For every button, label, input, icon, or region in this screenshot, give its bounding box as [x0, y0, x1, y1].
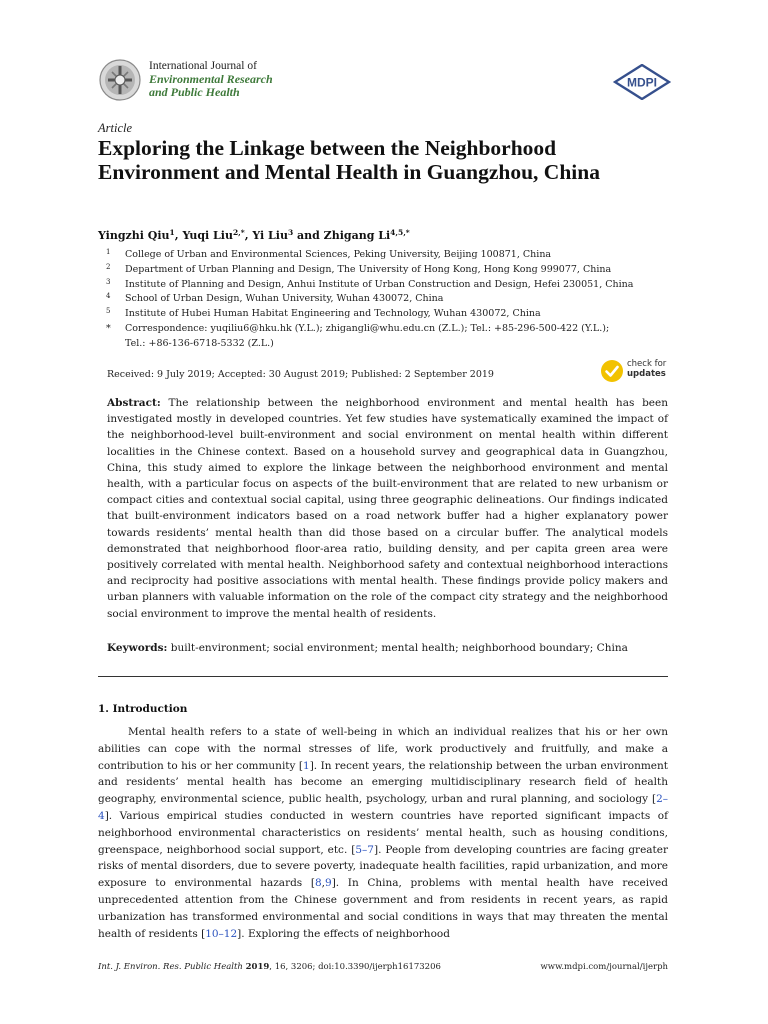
abstract	[107, 395, 668, 622]
affiliation-number: 5	[106, 307, 111, 316]
intro-text: ]. Exploring the effects of neighborhood	[237, 927, 450, 940]
paper-title: Exploring the Linkage between the Neighborhood Environment and Mental Health in Guangzhou, China	[98, 136, 600, 184]
journal-name-line3: and Public Health	[149, 85, 240, 99]
author-affil-sup: 3	[287, 228, 294, 237]
affiliation-text: Department of Urban Planning and Design, The University of Hong Kong, Hong Kong 999077, China	[125, 263, 612, 275]
footer-volume: , 16, 3206; doi:10.3390/ijerph16173206	[269, 962, 441, 972]
keywords-label: Keywords:	[107, 642, 168, 654]
citation-link[interactable]: 10–12	[205, 927, 238, 940]
abstract-text: The relationship between the neighborhood environment and mental health has been investigated mostly in developed countries. Yet few studies have systematically examined the impact of the neighborhood-level built-environment and social environment on mental health within different localities in the Chinese context. Based on a household survey and geographical data in Guangzhou, China, this study aimed to explore the linkage between the neighborhood environment and mental health, with a particular focus on aspects of the built-environment that are related to new urbanism or compact cities and contextual social capital, using three geographic delineations. Our findings indicated that built-environment indicators based on a road network buffer had a higher explanatory power towards residents’ mental health than did those based on a circular buffer. The analytical models demonstrated that neighborhood floor-area ratio, building density, and per capita green area were positively correlated with mental health. Neighborhood safety and contextual neighborhood interactions and reciprocity had positive associations with mental health. These findings provide policy makers and urban planners with valuable information on the role of the compact city strategy and the neighborhood social environment to improve the mental health of residents.	[107, 397, 668, 620]
citation-link[interactable]: 9	[325, 877, 332, 890]
check-for-updates-badge[interactable]	[600, 357, 672, 385]
affiliation	[98, 248, 678, 263]
journal-name-line1: International Journal of	[149, 60, 257, 72]
mdpi-logo-text: MDPI	[627, 75, 657, 90]
affiliation-list	[98, 248, 678, 352]
affiliation-number: 3	[106, 277, 111, 286]
author-name: Zhigang Li	[323, 229, 391, 242]
footer-journal: Int. J. Environ. Res. Public Health	[98, 962, 243, 972]
correspondence-line2: Tel.: +86-136-6718-5332 (Z.L.)	[125, 337, 274, 349]
correspondence-line1: Correspondence: yuqiliu6@hku.hk (Y.L.); zhigangli@whu.edu.cn (Z.L.); Tel.: +85-296-500-422 (Y.L.);	[125, 322, 610, 334]
mdpi-logo-icon	[613, 64, 671, 100]
affiliation-number: 4	[106, 292, 111, 301]
affiliation-text: Institute of Hubei Human Habitat Engineering and Technology, Wuhan 430072, China	[125, 308, 541, 320]
intro-text: ]. People from developing countries are facing greater risks of mental disorders, due to severe poverty, inadequate health facilities, rapid urbanization, and more exposure to environmental hazards [	[98, 843, 668, 890]
footer-year: 2019	[245, 962, 270, 972]
correspondence	[98, 322, 678, 337]
citation-link[interactable]: 1	[303, 759, 310, 772]
author-name: Yuqi Liu	[182, 229, 233, 242]
publication-dates: Received: 9 July 2019; Accepted: 30 August 2019; Published: 2 September 2019	[107, 369, 494, 380]
affiliation	[98, 263, 678, 278]
affiliation	[98, 292, 678, 307]
journal-header	[98, 56, 670, 106]
keywords-text: built-environment; social environment; mental health; neighborhood boundary; China	[170, 642, 628, 654]
intro-text: ]. In China, problems with mental health have received unprecedented attention from the Chinese government and from residents in recent years, as rapid urbanization has transformed environmental and social conditions in ways that may threaten the mental health of residents [	[98, 877, 668, 940]
author-affil-sup: 4,5,*	[390, 228, 410, 237]
check-updates-line2: updates	[627, 369, 666, 379]
article-type: Article	[98, 121, 133, 135]
citation-link[interactable]: 8	[314, 877, 322, 890]
author-name: Yingzhi Qiu	[98, 229, 170, 242]
citation-link[interactable]: 2–4	[98, 793, 668, 822]
check-updates-line1: check for	[627, 359, 667, 369]
author-list	[98, 228, 668, 242]
footer-citation	[98, 962, 441, 972]
section-divider	[98, 676, 668, 677]
section-heading: 1. Introduction	[98, 703, 188, 715]
affiliation	[98, 307, 678, 322]
footer-url[interactable]: www.mdpi.com/journal/ijerph	[540, 962, 668, 972]
abstract-label: Abstract:	[107, 397, 161, 409]
correspondence-cont	[98, 337, 678, 352]
intro-text: Mental health refers to a state of well-being in which an individual realizes that his or her own abilities can cope with the normal stresses of life, work productively and fruitfully, and make a contribution to his or her community [	[98, 726, 668, 772]
intro-text: ]. In recent years, the relationship between the urban environment and residents’ mental health has become an emerging multidisciplinary research field of health geography, environmental science, public health, psychology, urban and rural planning, and sociology [	[98, 759, 668, 806]
author-affil-sup: 2,*	[232, 228, 245, 237]
page-footer	[98, 962, 668, 976]
journal-name	[149, 60, 273, 99]
author-name: Yi Liu	[252, 229, 288, 242]
keywords	[107, 640, 668, 656]
affiliation-number: 1	[106, 248, 111, 256]
affiliation-text: School of Urban Design, Wuhan University, Wuhan 430072, China	[125, 293, 444, 305]
correspondence-marker: *	[106, 322, 111, 334]
journal-logo-icon	[98, 58, 142, 102]
affiliation-number: 2	[106, 262, 111, 271]
intro-paragraph	[98, 724, 668, 942]
author-affil-sup: 1	[169, 228, 175, 237]
affiliation-text: College of Urban and Environmental Sciences, Peking University, Beijing 100871, China	[125, 249, 552, 260]
author-separator: and	[293, 229, 324, 242]
check-updates-text	[627, 359, 666, 379]
journal-name-line2: Environmental Research	[149, 72, 273, 86]
affiliation-text: Institute of Planning and Design, Anhui Institute of Urban Construction and Design, Hefei 230051, China	[125, 278, 634, 290]
intro-text: ]. Various empirical studies conducted in western countries have reported significant impacts of neighborhood environmental characteristics on residents’ mental health, such as housing conditions, greenspace, neighborhood social support, etc. [	[98, 809, 668, 856]
intro-text: ,	[321, 877, 325, 890]
check-updates-icon	[600, 359, 624, 383]
author-separator: ,	[244, 229, 253, 242]
citation-link[interactable]: 5–7	[355, 843, 374, 856]
affiliation	[98, 278, 678, 293]
author-separator: ,	[174, 229, 183, 242]
